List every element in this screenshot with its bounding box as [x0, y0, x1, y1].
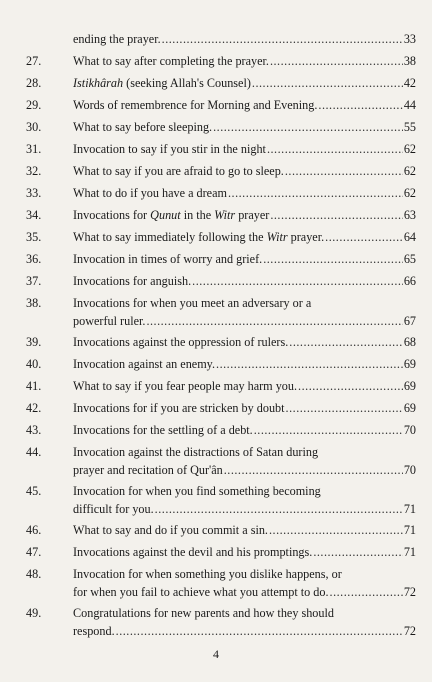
- entry-number: 28.: [26, 76, 42, 90]
- entry-line: [73, 461, 416, 479]
- entry-title: [73, 206, 269, 224]
- entry-page-number: 68: [403, 335, 416, 349]
- entry-title: Invocations for if you are stricken by doubt: [73, 401, 285, 415]
- entry-line: [73, 294, 416, 312]
- entry-page-number: 71: [403, 545, 416, 559]
- entry-line: [73, 228, 416, 246]
- toc-entry: [0, 543, 432, 561]
- dot-leader: [162, 30, 403, 48]
- dot-leader: [285, 162, 403, 180]
- entry-title: What to say if you fear people may harm you.: [73, 379, 298, 393]
- entry-number: 47.: [26, 545, 42, 559]
- toc-entry: [0, 443, 432, 479]
- entry-title-italic: Istikhârah: [73, 76, 124, 90]
- entry-body: [73, 140, 416, 158]
- toc-entry: [0, 184, 432, 202]
- entry-number: 33.: [26, 186, 42, 200]
- entry-line: [73, 312, 416, 330]
- entry-number: 48.: [26, 567, 42, 581]
- entry-line: [73, 74, 416, 92]
- toc-entry: [0, 399, 432, 417]
- entry-number: 27.: [26, 54, 42, 68]
- entry-line: [73, 96, 416, 114]
- entry-body: [73, 482, 416, 518]
- entry-page-number: 64: [403, 230, 416, 244]
- entry-page-number: 62: [403, 142, 416, 156]
- entry-line: [73, 355, 416, 373]
- entry-body: [73, 421, 416, 439]
- entry-title-part: prayer.: [287, 230, 325, 244]
- entry-body: [73, 294, 416, 330]
- entry-title: for when you fail to achieve what you attempt to do.: [73, 585, 329, 599]
- toc-entry: [0, 96, 432, 114]
- toc-entry: [0, 521, 432, 539]
- entry-title: Congratulations for new parents and how they should: [73, 606, 334, 620]
- dot-leader: [270, 206, 402, 224]
- dot-leader: [270, 52, 403, 70]
- entry-number: 40.: [26, 357, 42, 371]
- toc-entry: [0, 30, 432, 48]
- toc-entry: [0, 565, 432, 601]
- entry-body: [73, 333, 416, 351]
- entry-title-italic: Witr: [214, 208, 236, 222]
- entry-title: respond.: [73, 624, 115, 638]
- entry-number: 41.: [26, 379, 42, 393]
- toc-entry: [0, 294, 432, 330]
- entry-line: [73, 622, 416, 640]
- entry-page-number: 67: [403, 314, 416, 328]
- entry-line: [73, 604, 416, 622]
- entry-line: [73, 565, 416, 583]
- entry-page-number: 38: [403, 54, 416, 68]
- toc-entry: [0, 118, 432, 136]
- entry-body: [73, 30, 416, 48]
- dot-leader: [116, 622, 403, 640]
- dot-leader: [224, 461, 403, 479]
- entry-number: 49.: [26, 606, 42, 620]
- entry-line: [73, 52, 416, 70]
- entry-number: 30.: [26, 120, 42, 134]
- entry-body: [73, 443, 416, 479]
- entry-number: 35.: [26, 230, 42, 244]
- entry-page-number: 70: [403, 463, 416, 477]
- entry-title: Invocation for when something you dislike happens, or: [73, 567, 342, 581]
- entry-page-number: 44: [403, 98, 416, 112]
- dot-leader: [318, 96, 402, 114]
- entry-number: 34.: [26, 208, 42, 222]
- entry-line: [73, 399, 416, 417]
- entry-number: 42.: [26, 401, 42, 415]
- dot-leader: [252, 74, 403, 92]
- entry-page-number: 72: [403, 585, 416, 599]
- entry-title: What to say after completing the prayer.: [73, 54, 269, 68]
- entry-body: [73, 162, 416, 180]
- entry-number: 44.: [26, 445, 42, 459]
- entry-line: [73, 500, 416, 518]
- entry-title: What to say and do if you commit a sin.: [73, 523, 268, 537]
- entry-page-number: 62: [403, 164, 416, 178]
- entry-title: Invocations against the devil and his promptings.: [73, 545, 313, 559]
- entry-title: Invocations against the oppression of rulers.: [73, 335, 289, 349]
- entry-number: 37.: [26, 274, 42, 288]
- toc-entry: [0, 604, 432, 640]
- toc-entry: [0, 52, 432, 70]
- entry-title: Invocation against an enemy.: [73, 357, 216, 371]
- entry-body: [73, 184, 416, 202]
- dot-leader: [192, 272, 403, 290]
- dot-leader: [325, 228, 403, 246]
- entry-title: difficult for you.: [73, 502, 154, 516]
- dot-leader: [155, 500, 403, 518]
- dot-leader: [269, 521, 403, 539]
- entry-page-number: 65: [403, 252, 416, 266]
- entry-title-italic: Witr: [266, 230, 288, 244]
- dot-leader: [289, 333, 403, 351]
- dot-leader: [254, 421, 403, 439]
- entry-title: Invocation for when you find something becoming: [73, 484, 321, 498]
- entry-number: 29.: [26, 98, 42, 112]
- entry-title: Invocations for when you meet an adversary or a: [73, 296, 312, 310]
- entry-page-number: 62: [403, 186, 416, 200]
- entry-line: [73, 162, 416, 180]
- toc-entry: [0, 162, 432, 180]
- toc-entry: [0, 377, 432, 395]
- toc-entry: [0, 228, 432, 246]
- toc-entry: [0, 421, 432, 439]
- entry-line: [73, 443, 416, 461]
- toc-entry: [0, 482, 432, 518]
- entry-title: [73, 74, 251, 92]
- entry-line: [73, 206, 416, 224]
- page-number: 4: [213, 647, 219, 661]
- dot-leader: [313, 543, 403, 561]
- entry-line: [73, 250, 416, 268]
- entry-line: [73, 521, 416, 539]
- entry-line: [73, 333, 416, 351]
- entry-body: [73, 250, 416, 268]
- entry-title: Invocation against the distractions of Satan during: [73, 445, 319, 459]
- toc-entry: [0, 333, 432, 351]
- entry-body: [73, 74, 416, 92]
- entry-page-number: 71: [403, 523, 416, 537]
- entry-line: [73, 118, 416, 136]
- entry-body: [73, 399, 416, 417]
- toc-entry: [0, 355, 432, 373]
- entry-body: [73, 228, 416, 246]
- entry-body: [73, 565, 416, 601]
- entry-body: [73, 206, 416, 224]
- toc-entry: [0, 206, 432, 224]
- entry-title: Invocations for anguish.: [73, 274, 192, 288]
- entry-title-part: What to say immediately following the: [73, 230, 267, 244]
- dot-leader: [228, 184, 403, 202]
- entry-line: [73, 377, 416, 395]
- entry-body: [73, 52, 416, 70]
- entry-page-number: 69: [403, 401, 416, 415]
- entry-title: Invocations for the settling of a debt.: [73, 423, 253, 437]
- entry-title-part: (seeking Allah's Counsel): [123, 76, 251, 90]
- entry-title-part: prayer: [235, 208, 270, 222]
- entry-line: [73, 482, 416, 500]
- dot-leader: [330, 583, 403, 601]
- entry-number: 46.: [26, 523, 42, 537]
- dot-leader: [267, 140, 403, 158]
- entry-page-number: 71: [403, 502, 416, 516]
- dot-leader: [216, 355, 403, 373]
- entry-body: [73, 604, 416, 640]
- entry-line: [73, 140, 416, 158]
- entry-line: [73, 583, 416, 601]
- entry-number: 36.: [26, 252, 42, 266]
- entry-title: [73, 228, 324, 246]
- entry-number: 43.: [26, 423, 42, 437]
- entry-number: 38.: [26, 296, 42, 310]
- entry-page-number: 33: [403, 32, 416, 46]
- entry-title: What to say before sleeping.: [73, 120, 213, 134]
- entry-title: What to do if you have a dream: [73, 186, 227, 200]
- entry-title: prayer and recitation of Qur'ân: [73, 463, 223, 477]
- dot-leader: [146, 312, 402, 330]
- entry-title-part: Invocations for: [73, 208, 151, 222]
- entry-page-number: 55: [403, 120, 416, 134]
- entry-line: [73, 30, 416, 48]
- entry-line: [73, 184, 416, 202]
- toc-entry: [0, 140, 432, 158]
- entry-body: [73, 521, 416, 539]
- entry-number: 32.: [26, 164, 42, 178]
- toc-entry: [0, 74, 432, 92]
- entry-body: [73, 355, 416, 373]
- entry-body: [73, 118, 416, 136]
- entry-line: [73, 421, 416, 439]
- dot-leader: [298, 377, 403, 395]
- entry-line: [73, 272, 416, 290]
- entry-page-number: 69: [403, 357, 416, 371]
- entry-body: [73, 377, 416, 395]
- entry-body: [73, 96, 416, 114]
- entry-number: 39.: [26, 335, 42, 349]
- entry-page-number: 42: [403, 76, 416, 90]
- entry-page-number: 63: [403, 208, 416, 222]
- entry-page-number: 66: [403, 274, 416, 288]
- dot-leader: [286, 399, 403, 417]
- entry-number: 31.: [26, 142, 42, 156]
- entry-title: Invocation in times of worry and grief.: [73, 252, 263, 266]
- entry-title-part: in the: [180, 208, 215, 222]
- entry-page-number: 69: [403, 379, 416, 393]
- toc-entry: [0, 250, 432, 268]
- entry-title: Invocation to say if you stir in the night: [73, 142, 266, 156]
- entry-line: [73, 543, 416, 561]
- dot-leader: [213, 118, 403, 136]
- toc-entry: [0, 272, 432, 290]
- entry-body: [73, 272, 416, 290]
- dot-leader: [263, 250, 403, 268]
- entry-title: ending the prayer.: [73, 32, 161, 46]
- entry-body: [73, 543, 416, 561]
- entry-title: What to say if you are afraid to go to sleep.: [73, 164, 284, 178]
- entry-page-number: 70: [403, 423, 416, 437]
- entry-title: powerful ruler.: [73, 314, 146, 328]
- entry-title-italic: Qunut: [150, 208, 181, 222]
- entry-number: 45.: [26, 484, 42, 498]
- entry-page-number: 72: [403, 624, 416, 638]
- entry-title: Words of remembrence for Morning and Evening.: [73, 98, 318, 112]
